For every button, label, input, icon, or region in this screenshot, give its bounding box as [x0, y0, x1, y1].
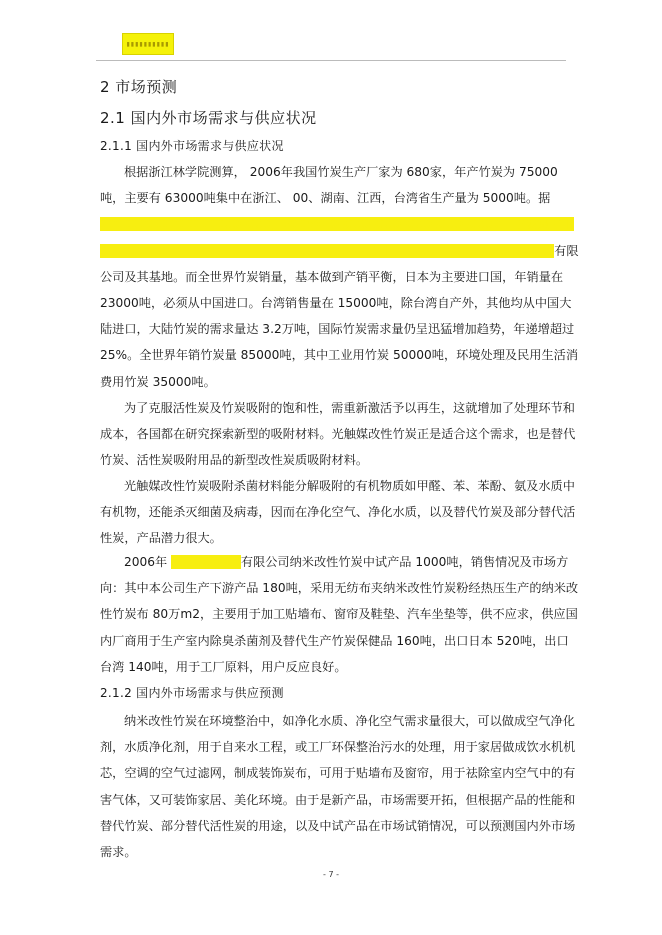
subsection-heading: 2.1 国内外市场需求与供应状况: [100, 109, 317, 127]
page-number: - 7 -: [323, 870, 339, 879]
subsubsection-heading-1: 2.1.1 国内外市场需求与供应状况: [100, 139, 284, 153]
header-logo: ▮▮▮▮▮▮▮▮▮▮: [122, 33, 174, 55]
header-divider: [96, 60, 566, 61]
paragraph-1-text-a: 根据浙江林学院测算， 2006年我国竹炭生产厂家为 680家，年产竹炭为 75000吨，主要有 63000吨集中在浙江、 00、湖南、江西，台湾省生产量为 5000吨。据: [100, 165, 558, 206]
section-heading: 2 市场预测: [100, 78, 178, 96]
paragraph-4-text-a: 2006年: [124, 555, 172, 569]
paragraph-5-text: 纳米改性竹炭在环境整治中，如净化水质、净化空气需求量很大，可以做成空气净化剂，水质净化剂，用于自来水工程，或工厂环保整治污水的处理，用于家居做成饮水机机芯，空调的空气过滤网，制成装饰炭布，可用于贴墙布及窗帘，用于祛除室内空气中的有害气体，又可装饰家居、美化环境。由于是新产品，市场需要开拓，但根据产品的性能和替代竹炭、部分替代活性炭的用途，以及中试产品在市场试销情况，可以预测国内外市场需求。: [100, 714, 576, 860]
paragraph-1-text-b: 有限公司及其基地。而全世界竹炭销量，基本做到产销平衡，日本为主要进口国，年销量在 23000吨，必须从中国进口。台湾销售量在 15000吨，除台湾自产外，其他均从中国大陆进口，大陆竹炭的需求量达 3.2万吨，国际竹炭需求量仍呈迅猛增加趋势，年递增超过 25%。全世界年销竹炭量 85000吨，其中工业用竹炭 50000吨，环境处理及民用生活消费用竹炭 35000吨。: [100, 243, 579, 389]
subsubsection-heading-2: 2.1.2 国内外市场需求与供应预测: [100, 686, 284, 700]
paragraph-5: [100, 708, 580, 865]
paragraph-2-text: 为了克服活性炭及竹炭吸附的饱和性，需重新激活予以再生，这就增加了处理环节和成本，各国都在研究探索新型的吸附材料。光触媒改性竹炭正是适合这个需求，也是替代竹炭、活性炭吸附用品的新型改性炭质吸附材料。: [100, 401, 576, 468]
paragraph-4: [100, 549, 580, 680]
paragraph-3-text: 光触媒改性竹炭吸附杀菌材料能分解吸附的有机物质如甲醛、苯、苯酚、氨及水质中有机物，还能杀灭细菌及病毒，因而在净化空气、净化水质，以及替代竹炭及部分替代活性炭，产品潜力很大。: [100, 479, 576, 546]
paragraph-2: [100, 395, 580, 474]
paragraph-4-text-b: 有限公司纳米改性竹炭中试产品 1000吨，销售情况及市场方向：其中本公司生产下游产品 180吨，采用无纺布夹纳米改性竹炭粉经热压生产的纳米改性竹炭布 80万m2，主要用于加工贴墙布、窗帘及鞋垫、汽车坐垫等，供不应求，供应国内厂商用于生产室内除臭杀菌剂及替代生产竹炭保健品 160吨，出口日本 520吨，出口台湾 140吨，用于工厂原料，用户反应良好。: [100, 555, 579, 674]
paragraph-1: [100, 159, 580, 395]
paragraph-3: [100, 473, 580, 552]
paragraph-1-highlight: 0000000000000000000000，2006年 0000000000000000000000。主要集中于 0000000000000000000，0000000 00000吨以上，主要是 00000000000000: [100, 217, 574, 258]
paragraph-4-highlight: 000000000: [171, 555, 241, 569]
